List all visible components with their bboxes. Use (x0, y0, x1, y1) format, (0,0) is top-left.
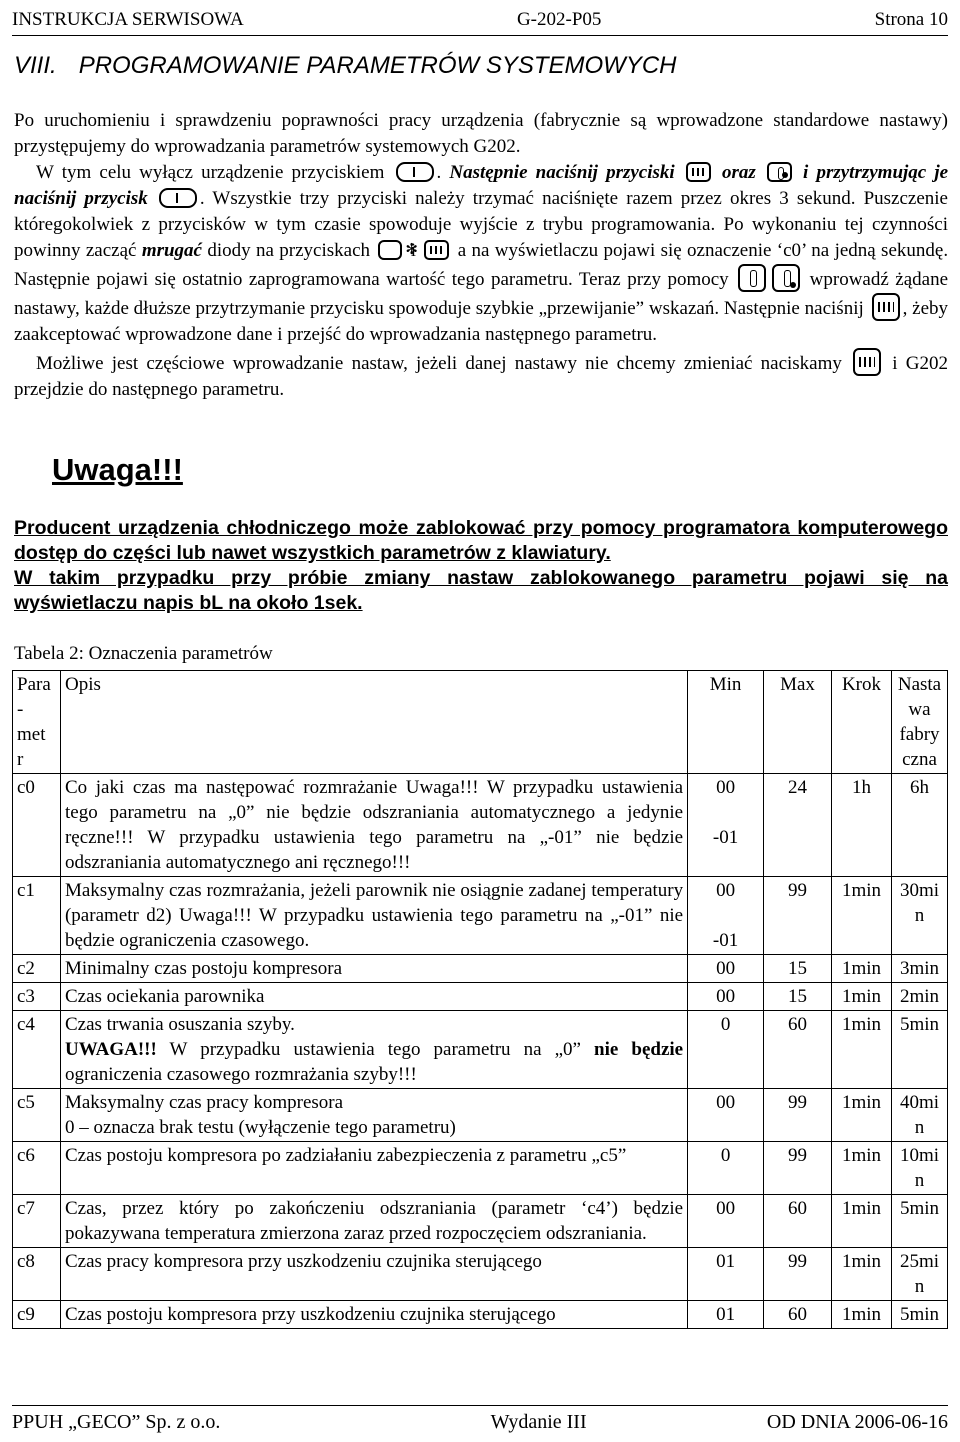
thermometer-button-icon (767, 162, 792, 182)
warning-line-2: W takim przypadku przy próbie zmiany nastaw zablokowanego parametru pojawi się na wyświetlaczu napis bL na około 1sek. (14, 567, 948, 614)
table-row (13, 774, 948, 877)
table-row (13, 983, 948, 1011)
param-factory: 10mi n (891, 1142, 947, 1195)
param-factory: 40mi n (891, 1089, 947, 1142)
param-max: 15 (764, 955, 832, 983)
param-factory: 25mi n (891, 1248, 947, 1301)
table-caption: Tabela 2: Oznaczenia parametrów (14, 643, 273, 664)
param-code: c3 (13, 983, 61, 1011)
table-row (13, 1089, 948, 1142)
text-segment: i (410, 240, 416, 261)
param-max: 99 (764, 1089, 832, 1142)
param-min: 0 (688, 1142, 764, 1195)
table-row (13, 1142, 948, 1195)
text-segment: a na wyświetlaczu pojawi się oznaczenie ‘c0’ na jedną sekundę. Następnie pojawi się ostatnio zaprogramowana wartość tego parametru. Teraz przy pomocy (14, 240, 949, 290)
header-doc-type: INSTRUKCJA SERWISOWA (12, 9, 244, 30)
thermometer-button-icon (772, 264, 800, 292)
keypad-button-icon (424, 240, 449, 260)
param-desc: Czas pracy kompresora przy uszkodzeniu czujnika sterującego (60, 1248, 687, 1301)
param-max: 24 (764, 774, 832, 877)
page-header (12, 5, 948, 36)
param-factory: 5min (891, 1195, 947, 1248)
param-desc: Czas ociekania parownika (60, 983, 687, 1011)
text-segment: . Wszystkie trzy przyciski należy trzymać naciśnięte razem przez okres 3 sekund. Puszczenie któregokolwiek z przycisków w tym czasie spowoduje wyjście z trybu programowania. Po wykonaniu tej czynności powinny zacząć (14, 188, 948, 261)
param-code: c6 (13, 1142, 61, 1195)
param-min: 00 (688, 1195, 764, 1248)
param-step: 1min (832, 983, 892, 1011)
paragraph-partial (14, 348, 948, 403)
table-row (13, 1248, 948, 1301)
param-desc-line: ograniczenia czasowego rozmrażania szyby!!! (64, 1064, 417, 1085)
param-step: 1min (832, 1248, 892, 1301)
param-code: c0 (13, 774, 61, 877)
param-min: 01 (688, 1301, 764, 1329)
text-segment: , żeby zaakceptować wprowadzone dane i przejść do wprowadzania następnego parametru. (14, 298, 948, 345)
param-desc-line: W przypadku ustawienia tego parametru na „0” (156, 1039, 595, 1060)
param-factory: 6h (891, 774, 947, 877)
param-max: 60 (764, 1195, 832, 1248)
table-row (13, 1301, 948, 1329)
param-desc-emphasis: nie będzie (594, 1039, 684, 1060)
section-title (14, 52, 677, 80)
param-desc-emphasis: UWAGA!!! (64, 1039, 157, 1060)
text-segment-emphasis: mrugać (141, 240, 202, 261)
footer-edition: Wydanie III (490, 1410, 587, 1433)
paragraph-intro: Po uruchomieniu i sprawdzeniu poprawności pracy urządzenia (fabrycznie są wprowadzone standardowe nastawy) przystępujemy do wprowadzania parametrów systemowych G202. (14, 110, 948, 157)
power-button-icon (159, 188, 197, 208)
param-max: 60 (764, 1301, 832, 1329)
param-step: 1min (832, 1011, 892, 1089)
table-row (13, 1195, 948, 1248)
param-max: 99 (764, 877, 832, 955)
param-code: c7 (13, 1195, 61, 1248)
param-desc: Czas postoju kompresora przy uszkodzeniu czujnika sterującego (60, 1301, 687, 1329)
text-segment: i G202 przejdzie do następnego parametru. (14, 353, 948, 400)
param-min: 00 (688, 955, 764, 983)
param-desc (60, 1011, 687, 1089)
text-segment: Możliwe jest częściowe wprowadzanie nastaw, jeżeli danej nastawy nie chcemy zmieniać naciskamy (36, 353, 842, 374)
param-code: c5 (13, 1089, 61, 1142)
param-factory: 5min (891, 1011, 947, 1089)
power-button-icon (396, 162, 434, 182)
text-segment-emphasis: Następnie naciśnij przyciski (449, 162, 675, 183)
param-min: 00 (688, 1089, 764, 1142)
text-segment: W tym celu wyłącz urządzenie przyciskiem (36, 162, 385, 183)
header-min: Min (688, 671, 764, 774)
param-max: 99 (764, 1248, 832, 1301)
param-code: c9 (13, 1301, 61, 1329)
instruction-body (14, 108, 948, 403)
param-step: 1h (832, 774, 892, 877)
header-max: Max (764, 671, 832, 774)
section-number: VIII. (14, 52, 57, 79)
keypad-button-icon (853, 348, 881, 376)
paragraph-procedure (14, 160, 948, 348)
param-factory: 30mi n (891, 877, 947, 955)
keypad-button-icon (686, 162, 711, 182)
header-model: G-202-P05 (516, 9, 602, 30)
page-footer (12, 1405, 948, 1438)
param-max: 60 (764, 1011, 832, 1089)
param-step: 1min (832, 955, 892, 983)
header-factory: Nasta wa fabry czna (891, 671, 947, 774)
text-segment-emphasis: oraz (721, 162, 756, 183)
header-desc: Opis (60, 671, 687, 774)
param-min: 00 -01 (688, 877, 764, 955)
param-max: 99 (764, 1142, 832, 1195)
param-factory: 3min (891, 955, 947, 983)
param-step: 1min (832, 1195, 892, 1248)
param-code: c1 (13, 877, 61, 955)
param-desc: Maksymalny czas pracy kompresora 0 – oznacza brak testu (wyłączenie tego parametru) (60, 1089, 687, 1142)
param-desc: Czas, przez który po zakończeniu odszraniania (parametr ‘c4’) będzie pokazywana temperatura zmierzona zaraz przed rozpoczęciem odszraniania. (60, 1195, 687, 1248)
warning-title: Uwaga!!! (52, 452, 183, 487)
param-desc: Minimalny czas postoju kompresora (60, 955, 687, 983)
param-min: 00 (688, 983, 764, 1011)
param-max: 15 (764, 983, 832, 1011)
param-min: 0 (688, 1011, 764, 1089)
table-row (13, 1011, 948, 1089)
param-step: 1min (832, 1142, 892, 1195)
text-segment: wprowadź żądane nastawy, każde dłuższe przytrzymanie przycisku spowoduje szybkie „przewijanie” wskazań. Następnie naciśnij (14, 269, 949, 319)
text-segment: diody na przyciskach (207, 240, 370, 261)
param-desc: Czas postoju kompresora po zadziałaniu zabezpieczenia z parametru „c5” (60, 1142, 687, 1195)
table-row (13, 955, 948, 983)
table-header-row (13, 671, 948, 774)
param-desc: Maksymalny czas rozmrażania, jeżeli parownik nie osiągnie zadanej temperatury (parametr d2) Uwaga!!! W przypadku ustawienia tego parametru na „-01” nie będzie ograniczenia czasowego. (60, 877, 687, 955)
header-param: Para - met r (13, 671, 61, 774)
warning-box (14, 516, 948, 616)
param-step: 1min (832, 1089, 892, 1142)
param-min: 01 (688, 1248, 764, 1301)
section-heading: PROGRAMOWANIE PARAMETRÓW SYSTEMOWYCH (78, 52, 677, 79)
footer-company: PPUH „GECO” Sp. z o.o. (12, 1410, 221, 1433)
up-down-buttons-icon (738, 264, 766, 292)
param-factory: 5min (891, 1301, 947, 1329)
param-code: c8 (13, 1248, 61, 1301)
param-desc: Co jaki czas ma następować rozmrażanie Uwaga!!! W przypadku ustawienia tego parametru na „0” nie będzie odszraniania automatycznego a jedynie ręczne!!! W przypadku ustawienia tego parametru na „-01” nie będzie odszraniania automatycznego ani ręcznego!!! (60, 774, 687, 877)
header-step: Krok (832, 671, 892, 774)
param-min: 00 -01 (688, 774, 764, 877)
warning-line-1: Producent urządzenia chłodniczego może zablokować przy pomocy programatora komputerowego dostęp do części lub nawet wszystkich parametrów z klawiatury. (14, 517, 948, 564)
param-factory: 2min (891, 983, 947, 1011)
text-segment: . (436, 162, 442, 183)
header-page-number: Strona 10 (874, 9, 948, 30)
table-row (13, 877, 948, 955)
defrost-button-icon (378, 240, 402, 260)
param-code: c2 (13, 955, 61, 983)
keypad-button-icon (872, 293, 900, 321)
param-step: 1min (832, 1301, 892, 1329)
param-desc-line: Czas trwania osuszania szyby. (64, 1014, 295, 1035)
param-code: c4 (13, 1011, 61, 1089)
parameters-table (12, 670, 948, 1329)
footer-date: OD DNIA 2006-06-16 (766, 1410, 948, 1433)
param-step: 1min (832, 877, 892, 955)
text-segment-emphasis: i przytrzymując je naciśnij przycisk (14, 162, 949, 209)
